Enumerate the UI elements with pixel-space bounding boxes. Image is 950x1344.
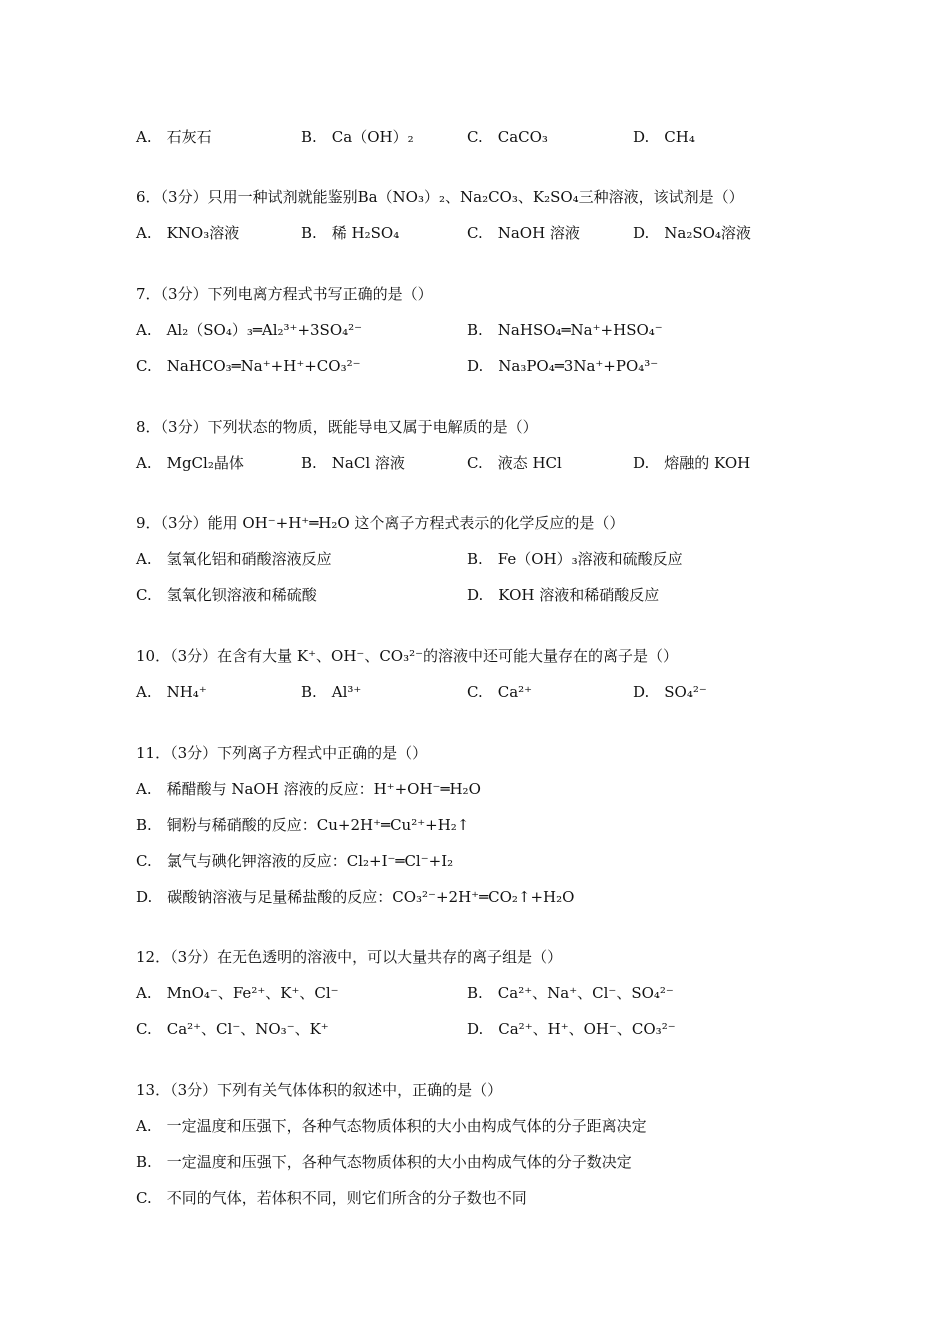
- q6-option-c: C. NaOH 溶液: [467, 224, 580, 242]
- q8-option-c: C. 液态 HCl: [467, 454, 562, 472]
- q9-option-a: A. 氢氧化铝和硝酸溶液反应: [136, 550, 332, 568]
- q5-option-d: D. CH₄: [633, 128, 695, 146]
- q9-option-b: B. Fe（OH）₃溶液和硫酸反应: [467, 550, 683, 568]
- q7-stem: 7．（3分）下列电离方程式书写正确的是（）: [136, 285, 433, 303]
- q8-option-a: A. MgCl₂晶体: [136, 454, 244, 472]
- q12-option-c: C. Ca²⁺、Cl⁻、NO₃⁻、K⁺: [136, 1020, 329, 1038]
- q10-option-d: D. SO₄²⁻: [633, 683, 707, 701]
- q5-option-a: A. 石灰石: [136, 128, 212, 146]
- q6-option-d: D. Na₂SO₄溶液: [633, 224, 751, 242]
- q10-option-a: A. NH₄⁺: [136, 683, 207, 701]
- q11-stem: 11．（3分）下列离子方程式中正确的是（）: [136, 744, 428, 762]
- q9-option-d: D. KOH 溶液和稀硝酸反应: [467, 586, 660, 604]
- q8-option-b: B. NaCl 溶液: [301, 454, 405, 472]
- q11-option-d: D. 碳酸钠溶液与足量稀盐酸的反应：CO₃²⁻+2H⁺═CO₂↑+H₂O: [136, 888, 575, 906]
- q9-option-c: C. 氢氧化钡溶液和稀硫酸: [136, 586, 317, 604]
- q5-option-b: B. Ca（OH）₂: [301, 128, 414, 146]
- q7-option-b: B. NaHSO₄═Na⁺+HSO₄⁻: [467, 321, 663, 339]
- q10-stem: 10．（3分）在含有大量 K⁺、OH⁻、CO₃²⁻的溶液中还可能大量存在的离子是（）: [136, 647, 679, 665]
- q6-stem: 6．（3分）只用一种试剂就能鉴别Ba（NO₃）₂、Na₂CO₃、K₂SO₄三种溶液，该试剂是（）: [136, 188, 744, 206]
- q10-option-c: C. Ca²⁺: [467, 683, 533, 701]
- q9-stem: 9．（3分）能用 OH⁻+H⁺═H₂O 这个离子方程式表示的化学反应的是（）: [136, 514, 625, 532]
- q8-option-d: D. 熔融的 KOH: [633, 454, 751, 472]
- q11-option-c: C. 氯气与碘化钾溶液的反应：Cl₂+I⁻═Cl⁻+I₂: [136, 852, 454, 870]
- q6-option-a: A. KNO₃溶液: [136, 224, 240, 242]
- q13-option-b: B. 一定温度和压强下，各种气态物质体积的大小由构成气体的分子数决定: [136, 1153, 632, 1171]
- q12-option-d: D. Ca²⁺、H⁺、OH⁻、CO₃²⁻: [467, 1020, 676, 1038]
- q12-stem: 12．（3分）在无色透明的溶液中，可以大量共存的离子组是（）: [136, 948, 563, 966]
- q7-option-d: D. Na₃PO₄═3Na⁺+PO₄³⁻: [467, 357, 659, 375]
- q8-stem: 8．（3分）下列状态的物质，既能导电又属于电解质的是（）: [136, 418, 538, 436]
- q6-option-b: B. 稀 H₂SO₄: [301, 224, 400, 242]
- q13-option-c: C. 不同的气体，若体积不同，则它们所含的分子数也不同: [136, 1189, 527, 1207]
- q11-option-a: A. 稀醋酸与 NaOH 溶液的反应：H⁺+OH⁻═H₂O: [136, 780, 481, 798]
- q5-option-c: C. CaCO₃: [467, 128, 548, 146]
- q12-option-b: B. Ca²⁺、Na⁺、Cl⁻、SO₄²⁻: [467, 984, 674, 1002]
- q11-option-b: B. 铜粉与稀硝酸的反应：Cu+2H⁺═Cu²⁺+H₂↑: [136, 816, 470, 834]
- q7-option-c: C. NaHCO₃═Na⁺+H⁺+CO₃²⁻: [136, 357, 361, 375]
- q10-option-b: B. Al³⁺: [301, 683, 362, 701]
- q12-option-a: A. MnO₄⁻、Fe²⁺、K⁺、Cl⁻: [136, 984, 339, 1002]
- q13-option-a: A. 一定温度和压强下，各种气态物质体积的大小由构成气体的分子距离决定: [136, 1117, 647, 1135]
- q7-option-a: A. Al₂（SO₄）₃═Al₂³⁺+3SO₄²⁻: [136, 321, 363, 339]
- q13-stem: 13．（3分）下列有关气体体积的叙述中，正确的是（）: [136, 1081, 503, 1099]
